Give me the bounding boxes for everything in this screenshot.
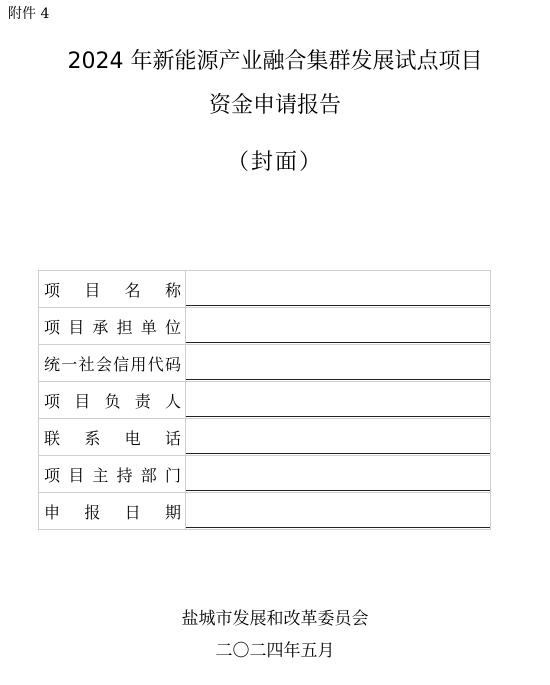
- cover-subtitle: （封面）: [226, 150, 323, 175]
- fill-in-line: [186, 305, 490, 306]
- issue-date: 二〇二四年五月: [215, 641, 335, 661]
- credit-code-field[interactable]: [186, 345, 491, 381]
- undertaking-unit-field[interactable]: [186, 308, 491, 344]
- supervising-dept-field[interactable]: [186, 456, 491, 492]
- form-row-application-date: [39, 493, 491, 530]
- document-title-line-2: 资金申请报告: [208, 93, 341, 118]
- issuing-authority: 盐城市发展和改革委员会: [181, 609, 369, 629]
- fill-in-line: [186, 342, 490, 343]
- form-row-contact-phone: [39, 419, 491, 456]
- undertaking-unit-label: 项目承担单位: [44, 318, 181, 337]
- project-name-label: 项 目 名 称: [44, 281, 181, 300]
- contact-phone-field[interactable]: [186, 419, 491, 455]
- project-leader-field[interactable]: [186, 382, 491, 418]
- form-row-project-name: [39, 271, 491, 308]
- document-title-line-1: 2024 年新能源产业融合集群发展试点项目: [67, 49, 483, 74]
- project-name-field[interactable]: [186, 271, 491, 307]
- form-row-supervising-dept: [39, 456, 491, 493]
- supervising-dept-label: 项目主持部门: [44, 466, 181, 485]
- annex-label: 附件 4: [8, 6, 50, 22]
- project-leader-label: 项 目 负 责 人: [44, 392, 181, 411]
- fill-in-line: [186, 453, 490, 454]
- form-row-credit-code: [39, 345, 491, 382]
- fill-in-line: [186, 490, 490, 491]
- credit-code-label: 统一社会信用代码: [44, 355, 181, 374]
- cover-info-form: [38, 270, 491, 530]
- form-row-undertaking-unit: [39, 308, 491, 345]
- application-date-label: 申 报 日 期: [44, 503, 181, 522]
- fill-in-line: [186, 379, 490, 380]
- form-row-project-leader: [39, 382, 491, 419]
- fill-in-line: [186, 416, 490, 417]
- contact-phone-label: 联 系 电 话: [44, 429, 181, 448]
- application-date-field[interactable]: [186, 493, 491, 529]
- fill-in-line: [186, 527, 490, 528]
